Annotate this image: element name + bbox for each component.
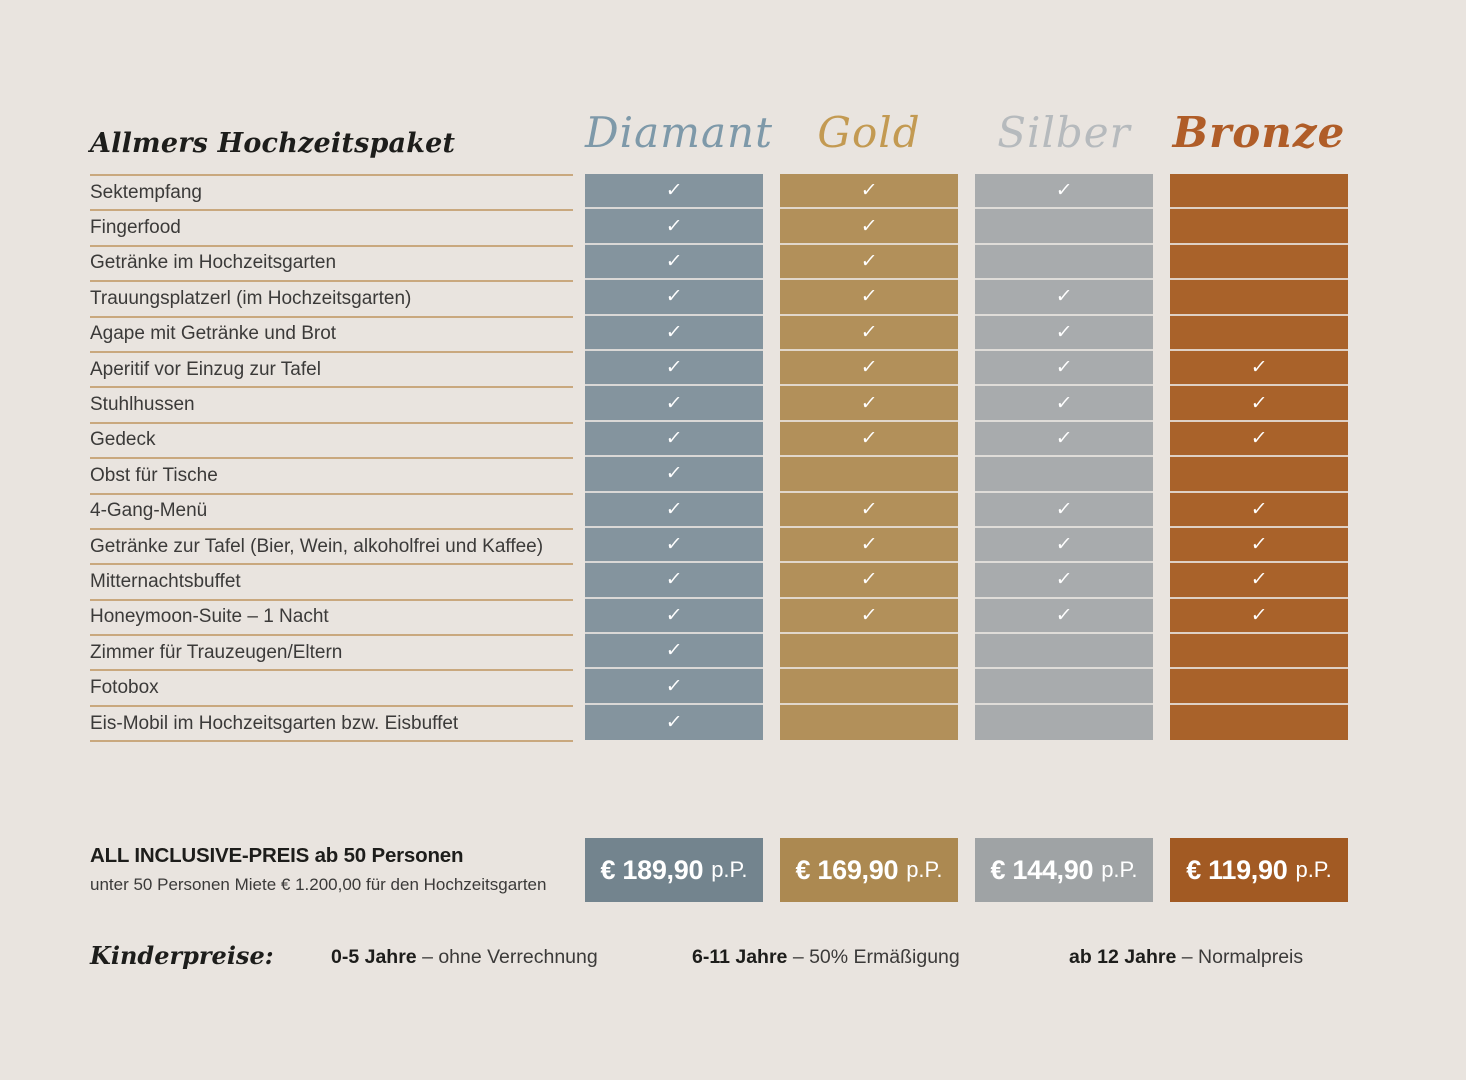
feature-cell	[975, 280, 1153, 315]
kinderpreis-desc: – 50% Ermäßigung	[792, 946, 960, 968]
feature-cell	[1170, 634, 1348, 669]
feature-cell	[1170, 245, 1348, 280]
feature-cell	[1170, 599, 1348, 634]
feature-cell	[585, 457, 763, 492]
check-icon: ✓	[1054, 286, 1074, 308]
kinderpreis-desc: – ohne Verrechnung	[422, 946, 598, 968]
package-header-bronze: Bronze	[1172, 108, 1346, 157]
kinderpreise-label: Kinderpreise:	[90, 941, 274, 970]
check-icon: ✓	[859, 215, 879, 237]
feature-cell	[1170, 351, 1348, 386]
feature-cell	[1170, 316, 1348, 351]
feature-label: Getränke im Hochzeitsgarten	[90, 247, 573, 282]
feature-cell	[1170, 174, 1348, 209]
package-column-silber	[975, 174, 1153, 740]
feature-cell	[975, 457, 1153, 492]
check-icon: ✓	[1249, 498, 1269, 520]
feature-label: Eis-Mobil im Hochzeitsgarten bzw. Eisbuffet	[90, 707, 573, 742]
check-icon: ✓	[859, 534, 879, 556]
package-column-diamant	[585, 174, 763, 740]
check-icon: ✓	[664, 250, 684, 272]
price-value: € 189,90	[600, 854, 704, 885]
check-icon: ✓	[664, 534, 684, 556]
kinderpreis-item	[1069, 946, 1303, 969]
check-icon: ✓	[1054, 498, 1074, 520]
feature-cell	[975, 245, 1153, 280]
page-title: Allmers Hochzeitspaket	[90, 128, 456, 159]
check-icon: ✓	[1249, 604, 1269, 626]
feature-cell	[780, 209, 958, 244]
check-icon: ✓	[664, 640, 684, 662]
kinderpreis-item	[692, 946, 960, 969]
package-header-silber: Silber	[997, 108, 1131, 157]
kinderpreis-age: 6-11 Jahre	[692, 946, 788, 968]
feature-label: Gedeck	[90, 424, 573, 459]
feature-cell	[975, 174, 1153, 209]
kinderpreis-item	[331, 946, 598, 969]
check-icon: ✓	[664, 180, 684, 202]
feature-cell	[585, 528, 763, 563]
feature-cell	[780, 316, 958, 351]
feature-cell	[975, 422, 1153, 457]
feature-label: Getränke zur Tafel (Bier, Wein, alkoholfrei und Kaffee)	[90, 530, 573, 565]
feature-cell	[780, 457, 958, 492]
feature-cell	[780, 528, 958, 563]
feature-cell	[780, 245, 958, 280]
check-icon: ✓	[859, 569, 879, 591]
price-value: € 144,90	[990, 854, 1094, 885]
package-header-diamant: Diamant	[585, 108, 773, 157]
feature-label: Aperitif vor Einzug zur Tafel	[90, 353, 573, 388]
feature-cell	[585, 351, 763, 386]
feature-cell	[585, 705, 763, 740]
price-suffix: p.P.	[1101, 857, 1138, 882]
check-icon: ✓	[664, 215, 684, 237]
check-icon: ✓	[1249, 357, 1269, 379]
check-icon: ✓	[664, 712, 684, 734]
check-icon: ✓	[664, 321, 684, 343]
feature-cell	[1170, 386, 1348, 421]
check-icon: ✓	[1249, 427, 1269, 449]
price-subnote: unter 50 Personen Miete € 1.200,00 für den Hochzeitsgarten	[90, 875, 547, 894]
feature-cell	[1170, 563, 1348, 598]
feature-cell	[1170, 705, 1348, 740]
feature-cell	[1170, 457, 1348, 492]
check-icon: ✓	[859, 604, 879, 626]
check-icon: ✓	[1054, 180, 1074, 202]
check-icon: ✓	[859, 498, 879, 520]
feature-cell	[1170, 669, 1348, 704]
feature-cell	[780, 174, 958, 209]
check-icon: ✓	[1249, 534, 1269, 556]
check-icon: ✓	[1054, 534, 1074, 556]
feature-cell	[975, 493, 1153, 528]
check-icon: ✓	[664, 427, 684, 449]
price-suffix: p.P.	[711, 857, 748, 882]
feature-cell	[975, 386, 1153, 421]
feature-cell	[975, 316, 1153, 351]
check-icon: ✓	[664, 604, 684, 626]
check-icon: ✓	[1054, 321, 1074, 343]
feature-label: Zimmer für Trauzeugen/Eltern	[90, 636, 573, 671]
feature-cell	[1170, 528, 1348, 563]
feature-label: Mitternachtsbuffet	[90, 565, 573, 600]
price-box-bronze	[1170, 838, 1348, 902]
feature-cell	[585, 209, 763, 244]
check-icon: ✓	[664, 286, 684, 308]
feature-cell	[1170, 493, 1348, 528]
feature-cell	[585, 280, 763, 315]
feature-label: Stuhlhussen	[90, 388, 573, 423]
check-icon: ✓	[1249, 569, 1269, 591]
feature-cell	[1170, 422, 1348, 457]
price-box-diamant	[585, 838, 763, 902]
check-icon: ✓	[859, 250, 879, 272]
check-icon: ✓	[664, 357, 684, 379]
package-column-bronze	[1170, 174, 1348, 740]
feature-cell	[975, 563, 1153, 598]
feature-label: Honeymoon-Suite – 1 Nacht	[90, 601, 573, 636]
feature-label: Fingerfood	[90, 211, 573, 246]
feature-cell	[975, 599, 1153, 634]
price-value: € 119,90	[1186, 854, 1288, 885]
check-icon: ✓	[1054, 357, 1074, 379]
feature-label: Fotobox	[90, 671, 573, 706]
feature-cell	[585, 422, 763, 457]
price-heading: ALL INCLUSIVE-PREIS ab 50 Personen	[90, 844, 464, 867]
feature-label: Trauungsplatzerl (im Hochzeitsgarten)	[90, 282, 573, 317]
feature-cell	[585, 174, 763, 209]
feature-cell	[780, 634, 958, 669]
check-icon: ✓	[664, 392, 684, 414]
feature-cell	[975, 351, 1153, 386]
price-suffix: p.P.	[1295, 857, 1332, 882]
check-icon: ✓	[859, 180, 879, 202]
feature-cell	[975, 209, 1153, 244]
feature-cell	[780, 669, 958, 704]
feature-cell	[780, 705, 958, 740]
check-icon: ✓	[664, 675, 684, 697]
kinderpreis-age: ab 12 Jahre	[1069, 946, 1177, 968]
feature-cell	[780, 493, 958, 528]
price-box-gold	[780, 838, 958, 902]
feature-cell	[780, 599, 958, 634]
feature-cell	[585, 245, 763, 280]
kinderpreis-desc: – Normalpreis	[1181, 946, 1304, 968]
check-icon: ✓	[664, 498, 684, 520]
feature-cell	[585, 386, 763, 421]
check-icon: ✓	[1249, 392, 1269, 414]
feature-cell	[1170, 280, 1348, 315]
package-header-gold: Gold	[817, 108, 921, 157]
price-box-silber	[975, 838, 1153, 902]
feature-cell	[975, 634, 1153, 669]
price-value: € 169,90	[795, 854, 899, 885]
kinderpreis-age: 0-5 Jahre	[331, 946, 417, 968]
feature-cell	[585, 316, 763, 351]
feature-cell	[975, 669, 1153, 704]
feature-cell	[780, 280, 958, 315]
feature-cell	[780, 422, 958, 457]
feature-label: Agape mit Getränke und Brot	[90, 318, 573, 353]
feature-cell	[780, 351, 958, 386]
check-icon: ✓	[859, 321, 879, 343]
all-inclusive-note	[90, 844, 546, 895]
feature-cell	[780, 386, 958, 421]
feature-labels	[90, 174, 573, 742]
feature-label: 4-Gang-Menü	[90, 495, 573, 530]
check-icon: ✓	[1054, 569, 1074, 591]
feature-cell	[975, 705, 1153, 740]
check-icon: ✓	[1054, 604, 1074, 626]
feature-cell	[585, 669, 763, 704]
feature-cell	[585, 599, 763, 634]
check-icon: ✓	[859, 286, 879, 308]
check-icon: ✓	[1054, 427, 1074, 449]
check-icon: ✓	[859, 392, 879, 414]
price-suffix: p.P.	[906, 857, 943, 882]
package-column-gold	[780, 174, 958, 740]
feature-cell	[780, 563, 958, 598]
check-icon: ✓	[664, 569, 684, 591]
check-icon: ✓	[664, 463, 684, 485]
feature-cell	[585, 563, 763, 598]
check-icon: ✓	[859, 357, 879, 379]
feature-cell	[585, 493, 763, 528]
feature-cell	[975, 528, 1153, 563]
check-icon: ✓	[859, 427, 879, 449]
feature-cell	[1170, 209, 1348, 244]
feature-label: Sektempfang	[90, 176, 573, 211]
feature-cell	[585, 634, 763, 669]
check-icon: ✓	[1054, 392, 1074, 414]
feature-label: Obst für Tische	[90, 459, 573, 494]
